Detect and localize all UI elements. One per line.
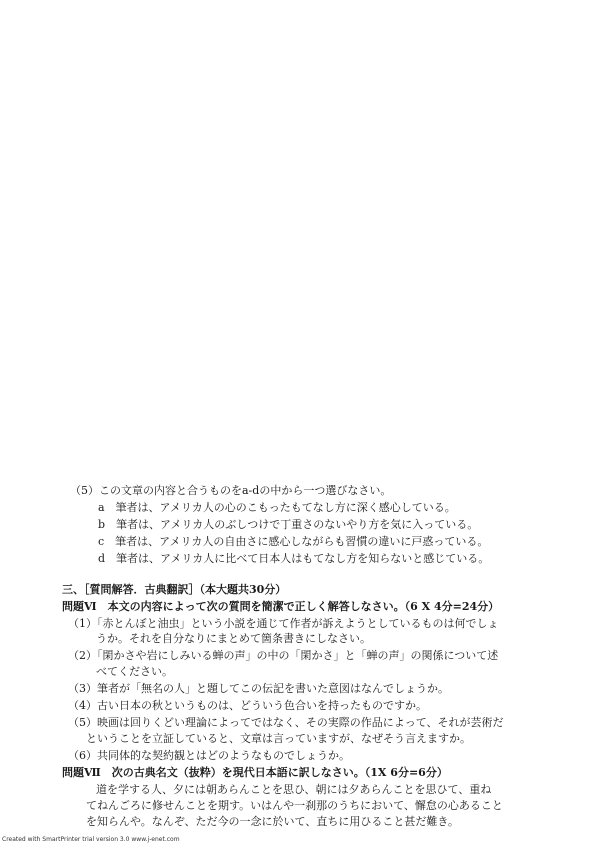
problem6-heading: 問題Ⅵ 本文の内容によって次の質問を簡潔で正しく解答しなさい。（6 X 4分=24分） [62, 600, 500, 613]
q5-choice-b: b 筆者は、アメリカ人のぶしつけで丁重さのないやり方を気に入っている。 [98, 518, 479, 531]
problem6-item1-line1: （1）「赤とんぼと油虫」という小説を通じて作者が訴えようとしているものは何でしょ [68, 617, 499, 630]
problem6-item4: （4）古い日本の秋というものは、どういう色合いを持ったものですか。 [68, 699, 427, 712]
footer-credit: Created with SmartPrinter trial version 3.0 www.j-enet.com [2, 836, 180, 843]
q5-prompt: （5）この文章の内容と合うものをa-dの中から一つ選びなさい。 [70, 484, 392, 497]
section3-heading: 三、［質問解答．古典翻訳］（本大題共30分） [62, 583, 287, 596]
q5-choice-a: a 筆者は、アメリカ人の心のこもったもてなし方に深く感心している。 [98, 501, 456, 514]
problem7-text-line2: てねんごろに修せんことを期す。いはんや一刹那のうちにおいて、懈怠の心あること [86, 799, 503, 812]
problem6-item1-line2: うか。それを自分なりにまとめて箇条書きにしなさい。 [96, 632, 371, 645]
problem7-text-line3: を知らんや。なんぞ、ただ今の一念に於いて、直ちに用ひること甚だ難き。 [86, 815, 459, 828]
problem6-item6: （6）共同体的な契約観とはどのようなものでしょうか。 [68, 749, 350, 762]
q5-choice-c: c 筆者は、アメリカ人の自由さに感心しながらも習慣の違いに戸惑っている。 [98, 535, 489, 548]
problem6-item5-line1: （5）映画は回りくどい理論によってではなく、その実際の作品によって、それが芸術だ [68, 716, 504, 729]
problem7-heading: 問題Ⅶ 次の古典名文（抜粋）を現代日本語に訳しなさい。（1X 6分=6分） [62, 766, 448, 779]
problem6-item5-line2: ということを立証していると、文章は言っていますが、なぜそう言えますか。 [86, 732, 471, 745]
problem6-item3: （3）筆者が「無名の人」と題してこの伝記を書いた意図はなんでしょうか。 [68, 682, 449, 695]
q5-choice-d: d 筆者は、アメリカ人に比べて日本人はもてなし方を知らないと感じている。 [98, 552, 490, 565]
problem6-item2-line2: べてください。 [96, 665, 173, 678]
problem7-text-line1: 道を学する人、夕には朝あらんことを思ひ、朝には夕あらんことを思ひて、重ね [96, 783, 492, 796]
problem6-item2-line1: （2）「閑かさや岩にしみいる蝉の声」の中の「閑かさ」と「蝉の声」の関係について述 [68, 649, 499, 662]
